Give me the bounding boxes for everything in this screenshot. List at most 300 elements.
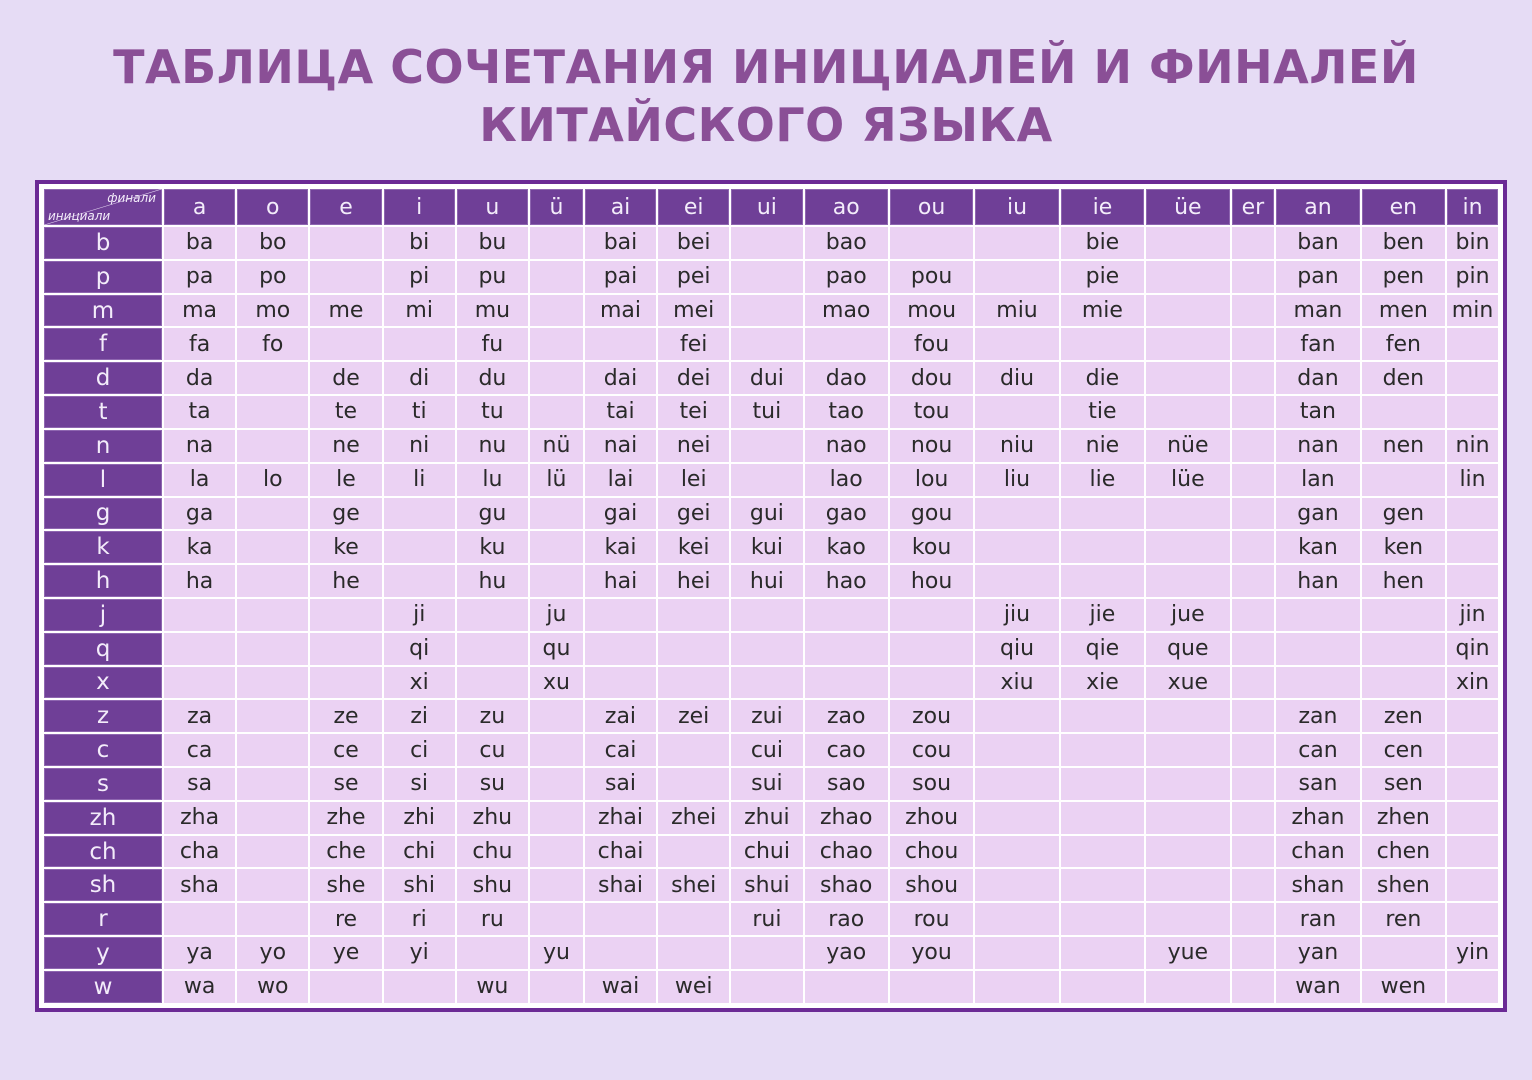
syllable-cell: wu: [457, 971, 528, 1003]
syllable-cell: [975, 802, 1058, 834]
syllable-cell: [1232, 227, 1275, 259]
syllable-cell: [1061, 971, 1144, 1003]
syllable-cell: rao: [805, 903, 888, 935]
syllable-cell: [530, 903, 583, 935]
syllable-cell: [1362, 633, 1445, 665]
syllable-cell: [1146, 971, 1229, 1003]
syllable-cell: sha: [164, 869, 235, 901]
final-header-cell: ou: [890, 189, 973, 225]
syllable-cell: [1146, 836, 1229, 868]
syllable-cell: [1276, 599, 1359, 631]
syllable-cell: pou: [890, 261, 973, 293]
syllable-cell: da: [164, 362, 235, 394]
syllable-cell: jue: [1146, 599, 1229, 631]
syllable-cell: che: [310, 836, 381, 868]
syllable-cell: gui: [731, 498, 802, 530]
syllable-cell: xin: [1447, 667, 1498, 699]
syllable-cell: zhao: [805, 802, 888, 834]
table-row: [44, 802, 1498, 834]
syllable-cell: [1232, 768, 1275, 800]
syllable-cell: [1146, 295, 1229, 327]
syllable-cell: xue: [1146, 667, 1229, 699]
syllable-cell: [457, 667, 528, 699]
table-row: [44, 261, 1498, 293]
syllable-cell: gao: [805, 498, 888, 530]
syllable-cell: shu: [457, 869, 528, 901]
syllable-cell: [1232, 903, 1275, 935]
page-title: [0, 38, 1532, 154]
syllable-cell: [1146, 498, 1229, 530]
initial-header-cell: t: [44, 396, 162, 428]
syllable-cell: [731, 937, 802, 969]
syllable-cell: fou: [890, 328, 973, 360]
syllable-cell: [975, 565, 1058, 597]
syllable-cell: hao: [805, 565, 888, 597]
syllable-cell: zhen: [1362, 802, 1445, 834]
table-row: [44, 531, 1498, 563]
initial-header-cell: z: [44, 700, 162, 732]
syllable-cell: ru: [457, 903, 528, 935]
syllable-cell: dao: [805, 362, 888, 394]
syllable-cell: [457, 633, 528, 665]
syllable-cell: lin: [1447, 464, 1498, 496]
syllable-cell: nai: [585, 430, 656, 462]
syllable-cell: [731, 633, 802, 665]
initial-header-cell: q: [44, 633, 162, 665]
syllable-cell: zhai: [585, 802, 656, 834]
syllable-cell: cou: [890, 734, 973, 766]
final-header-cell: i: [384, 189, 455, 225]
syllable-cell: [585, 903, 656, 935]
syllable-cell: nan: [1276, 430, 1359, 462]
syllable-cell: [1232, 396, 1275, 428]
syllable-cell: ne: [310, 430, 381, 462]
initial-header-cell: x: [44, 667, 162, 699]
syllable-cell: wo: [237, 971, 308, 1003]
syllable-cell: yue: [1146, 937, 1229, 969]
syllable-cell: [1362, 464, 1445, 496]
table-row: [44, 227, 1498, 259]
syllable-cell: kei: [658, 531, 729, 563]
syllable-cell: ban: [1276, 227, 1359, 259]
syllable-cell: gu: [457, 498, 528, 530]
syllable-cell: zei: [658, 700, 729, 732]
final-header-cell: ie: [1061, 189, 1144, 225]
syllable-cell: tan: [1276, 396, 1359, 428]
syllable-cell: [1146, 734, 1229, 766]
syllable-cell: [805, 599, 888, 631]
initial-header-cell: ch: [44, 836, 162, 868]
syllable-cell: [237, 700, 308, 732]
syllable-cell: ya: [164, 937, 235, 969]
syllable-cell: yi: [384, 937, 455, 969]
table-row: [44, 700, 1498, 732]
syllable-cell: shi: [384, 869, 455, 901]
syllable-cell: [310, 633, 381, 665]
initials-axis-label: инициали: [48, 209, 111, 223]
syllable-cell: wen: [1362, 971, 1445, 1003]
syllable-cell: nou: [890, 430, 973, 462]
syllable-cell: [731, 227, 802, 259]
syllable-cell: sao: [805, 768, 888, 800]
table-row: [44, 734, 1498, 766]
syllable-cell: zhui: [731, 802, 802, 834]
syllable-cell: pai: [585, 261, 656, 293]
syllable-cell: [530, 565, 583, 597]
syllable-cell: [975, 768, 1058, 800]
syllable-cell: [530, 700, 583, 732]
syllable-cell: kao: [805, 531, 888, 563]
syllable-cell: cui: [731, 734, 802, 766]
syllable-cell: [585, 667, 656, 699]
syllable-cell: [1061, 836, 1144, 868]
syllable-cell: [384, 328, 455, 360]
syllable-cell: [237, 362, 308, 394]
syllable-cell: ran: [1276, 903, 1359, 935]
syllable-cell: lu: [457, 464, 528, 496]
syllable-cell: [975, 261, 1058, 293]
initial-header-cell: d: [44, 362, 162, 394]
initial-header-cell: p: [44, 261, 162, 293]
table-row: [44, 633, 1498, 665]
syllable-cell: [975, 531, 1058, 563]
syllable-cell: tie: [1061, 396, 1144, 428]
syllable-cell: [658, 768, 729, 800]
syllable-cell: man: [1276, 295, 1359, 327]
syllable-cell: mao: [805, 295, 888, 327]
syllable-cell: chu: [457, 836, 528, 868]
syllable-cell: zhei: [658, 802, 729, 834]
syllable-cell: ni: [384, 430, 455, 462]
syllable-cell: [805, 971, 888, 1003]
syllable-cell: [310, 227, 381, 259]
final-header-cell: üe: [1146, 189, 1229, 225]
syllable-cell: tu: [457, 396, 528, 428]
syllable-cell: shan: [1276, 869, 1359, 901]
syllable-cell: [1232, 700, 1275, 732]
syllable-cell: jin: [1447, 599, 1498, 631]
syllable-cell: [731, 430, 802, 462]
initial-header-cell: c: [44, 734, 162, 766]
syllable-cell: [975, 227, 1058, 259]
initial-header-cell: zh: [44, 802, 162, 834]
syllable-cell: [1447, 700, 1498, 732]
syllable-cell: tao: [805, 396, 888, 428]
final-header-cell: e: [310, 189, 381, 225]
syllable-cell: zhou: [890, 802, 973, 834]
syllable-cell: [164, 667, 235, 699]
syllable-cell: bo: [237, 227, 308, 259]
syllable-cell: gen: [1362, 498, 1445, 530]
syllable-cell: [1447, 328, 1498, 360]
syllable-cell: [530, 261, 583, 293]
table-row: [44, 328, 1498, 360]
syllable-cell: [731, 261, 802, 293]
syllable-cell: [1447, 362, 1498, 394]
syllable-cell: gan: [1276, 498, 1359, 530]
syllable-cell: sen: [1362, 768, 1445, 800]
syllable-cell: fo: [237, 328, 308, 360]
table-row: [44, 430, 1498, 462]
syllable-cell: [975, 971, 1058, 1003]
syllable-cell: ca: [164, 734, 235, 766]
syllable-cell: [890, 599, 973, 631]
syllable-cell: yao: [805, 937, 888, 969]
syllable-cell: cen: [1362, 734, 1445, 766]
syllable-cell: mou: [890, 295, 973, 327]
syllable-cell: [530, 328, 583, 360]
syllable-cell: lan: [1276, 464, 1359, 496]
syllable-cell: la: [164, 464, 235, 496]
syllable-cell: si: [384, 768, 455, 800]
table-row: [44, 937, 1498, 969]
syllable-cell: shou: [890, 869, 973, 901]
syllable-cell: [731, 328, 802, 360]
syllable-cell: lüe: [1146, 464, 1229, 496]
syllable-cell: [585, 937, 656, 969]
syllable-cell: [1146, 531, 1229, 563]
initial-header-cell: sh: [44, 869, 162, 901]
syllable-cell: [1232, 667, 1275, 699]
syllable-cell: [1232, 362, 1275, 394]
final-header-cell: ao: [805, 189, 888, 225]
syllable-cell: [1447, 903, 1498, 935]
syllable-cell: [530, 768, 583, 800]
final-header-cell: ü: [530, 189, 583, 225]
syllable-cell: hen: [1362, 565, 1445, 597]
final-header-cell: ui: [731, 189, 802, 225]
syllable-cell: shui: [731, 869, 802, 901]
syllable-cell: dou: [890, 362, 973, 394]
syllable-cell: zu: [457, 700, 528, 732]
syllable-cell: [530, 396, 583, 428]
syllable-cell: ku: [457, 531, 528, 563]
initial-header-cell: b: [44, 227, 162, 259]
syllable-cell: ji: [384, 599, 455, 631]
initial-header-cell: s: [44, 768, 162, 800]
syllable-cell: [1146, 227, 1229, 259]
final-header-cell: an: [1276, 189, 1359, 225]
syllable-cell: [1447, 869, 1498, 901]
syllable-cell: [1232, 971, 1275, 1003]
syllable-cell: rou: [890, 903, 973, 935]
syllable-cell: sai: [585, 768, 656, 800]
initial-header-cell: y: [44, 937, 162, 969]
syllable-cell: [530, 295, 583, 327]
syllable-cell: pa: [164, 261, 235, 293]
table-row: [44, 836, 1498, 868]
syllable-cell: chou: [890, 836, 973, 868]
syllable-cell: chui: [731, 836, 802, 868]
syllable-cell: [1061, 802, 1144, 834]
syllable-cell: [585, 633, 656, 665]
syllable-cell: nüe: [1146, 430, 1229, 462]
syllable-cell: [658, 836, 729, 868]
syllable-cell: han: [1276, 565, 1359, 597]
syllable-cell: [1061, 565, 1144, 597]
syllable-cell: [585, 599, 656, 631]
syllable-cell: san: [1276, 768, 1359, 800]
syllable-cell: fan: [1276, 328, 1359, 360]
syllable-cell: [1061, 531, 1144, 563]
syllable-cell: zhan: [1276, 802, 1359, 834]
syllable-cell: can: [1276, 734, 1359, 766]
syllable-cell: shai: [585, 869, 656, 901]
syllable-cell: [164, 599, 235, 631]
syllable-cell: chan: [1276, 836, 1359, 868]
syllable-cell: de: [310, 362, 381, 394]
syllable-cell: [237, 869, 308, 901]
syllable-cell: [237, 836, 308, 868]
syllable-cell: [237, 599, 308, 631]
finals-axis-label: финали: [107, 191, 156, 205]
syllable-cell: [530, 734, 583, 766]
syllable-cell: [658, 903, 729, 935]
syllable-cell: zhi: [384, 802, 455, 834]
syllable-cell: [1146, 768, 1229, 800]
syllable-cell: cai: [585, 734, 656, 766]
title-line-1: ТАБЛИЦА СОЧЕТАНИЯ ИНИЦИАЛЕЙ И ФИНАЛЕЙ: [113, 40, 1419, 94]
syllable-cell: qiu: [975, 633, 1058, 665]
table-row: [44, 498, 1498, 530]
syllable-cell: yin: [1447, 937, 1498, 969]
syllable-cell: [237, 768, 308, 800]
syllable-cell: za: [164, 700, 235, 732]
final-header-cell: en: [1362, 189, 1445, 225]
syllable-cell: ba: [164, 227, 235, 259]
syllable-cell: [658, 667, 729, 699]
syllable-cell: chai: [585, 836, 656, 868]
syllable-cell: [1146, 396, 1229, 428]
syllable-cell: mai: [585, 295, 656, 327]
syllable-cell: liu: [975, 464, 1058, 496]
syllable-cell: nü: [530, 430, 583, 462]
syllable-cell: [530, 362, 583, 394]
syllable-cell: den: [1362, 362, 1445, 394]
syllable-cell: [1146, 700, 1229, 732]
syllable-cell: kui: [731, 531, 802, 563]
syllable-cell: lo: [237, 464, 308, 496]
syllable-cell: pan: [1276, 261, 1359, 293]
syllable-cell: [1061, 328, 1144, 360]
syllable-cell: qin: [1447, 633, 1498, 665]
syllable-cell: na: [164, 430, 235, 462]
syllable-cell: [975, 700, 1058, 732]
syllable-cell: [1362, 396, 1445, 428]
syllable-cell: [1146, 261, 1229, 293]
syllable-cell: [890, 971, 973, 1003]
syllable-cell: [1232, 531, 1275, 563]
syllable-cell: cha: [164, 836, 235, 868]
syllable-cell: nei: [658, 430, 729, 462]
syllable-cell: gei: [658, 498, 729, 530]
syllable-cell: ze: [310, 700, 381, 732]
table-corner-header: [44, 189, 162, 225]
syllable-cell: [1232, 430, 1275, 462]
syllable-cell: ben: [1362, 227, 1445, 259]
syllable-cell: chen: [1362, 836, 1445, 868]
syllable-cell: wei: [658, 971, 729, 1003]
syllable-cell: [805, 667, 888, 699]
syllable-cell: xu: [530, 667, 583, 699]
initial-header-cell: l: [44, 464, 162, 496]
syllable-cell: [1061, 768, 1144, 800]
syllable-cell: [1061, 734, 1144, 766]
initial-header-cell: r: [44, 903, 162, 935]
syllable-cell: [1447, 531, 1498, 563]
syllable-cell: zan: [1276, 700, 1359, 732]
table-row: [44, 396, 1498, 428]
combination-table: [42, 187, 1500, 1005]
syllable-cell: [310, 599, 381, 631]
syllable-cell: tai: [585, 396, 656, 428]
syllable-cell: bi: [384, 227, 455, 259]
syllable-cell: [975, 396, 1058, 428]
syllable-cell: [384, 971, 455, 1003]
syllable-cell: [1232, 328, 1275, 360]
table-row: [44, 667, 1498, 699]
syllable-cell: gou: [890, 498, 973, 530]
initial-header-cell: w: [44, 971, 162, 1003]
syllable-cell: bu: [457, 227, 528, 259]
syllable-cell: wa: [164, 971, 235, 1003]
syllable-cell: [1447, 498, 1498, 530]
syllable-cell: [384, 565, 455, 597]
syllable-cell: kai: [585, 531, 656, 563]
syllable-cell: [658, 599, 729, 631]
initial-header-cell: k: [44, 531, 162, 563]
syllable-cell: [530, 802, 583, 834]
syllable-cell: bai: [585, 227, 656, 259]
syllable-cell: [530, 498, 583, 530]
syllable-cell: [530, 836, 583, 868]
syllable-cell: xi: [384, 667, 455, 699]
syllable-cell: [1232, 869, 1275, 901]
syllable-cell: nu: [457, 430, 528, 462]
syllable-cell: [530, 869, 583, 901]
syllable-cell: dan: [1276, 362, 1359, 394]
syllable-cell: [585, 328, 656, 360]
syllable-cell: [164, 633, 235, 665]
syllable-cell: shei: [658, 869, 729, 901]
syllable-cell: zui: [731, 700, 802, 732]
syllable-cell: [1146, 565, 1229, 597]
syllable-cell: shao: [805, 869, 888, 901]
syllable-cell: [1232, 464, 1275, 496]
syllable-cell: [1061, 498, 1144, 530]
syllable-cell: [1447, 836, 1498, 868]
syllable-cell: [237, 531, 308, 563]
syllable-cell: tei: [658, 396, 729, 428]
combination-table-frame: [35, 180, 1507, 1012]
syllable-cell: die: [1061, 362, 1144, 394]
syllable-cell: zha: [164, 802, 235, 834]
syllable-cell: re: [310, 903, 381, 935]
syllable-cell: shen: [1362, 869, 1445, 901]
table-row: [44, 903, 1498, 935]
syllable-cell: [731, 295, 802, 327]
syllable-cell: pi: [384, 261, 455, 293]
syllable-cell: miu: [975, 295, 1058, 327]
table-row: [44, 971, 1498, 1003]
syllable-cell: [890, 633, 973, 665]
syllable-cell: ye: [310, 937, 381, 969]
syllable-cell: nin: [1447, 430, 1498, 462]
syllable-cell: [1232, 734, 1275, 766]
syllable-cell: [1232, 599, 1275, 631]
syllable-cell: [1061, 869, 1144, 901]
syllable-cell: [310, 261, 381, 293]
